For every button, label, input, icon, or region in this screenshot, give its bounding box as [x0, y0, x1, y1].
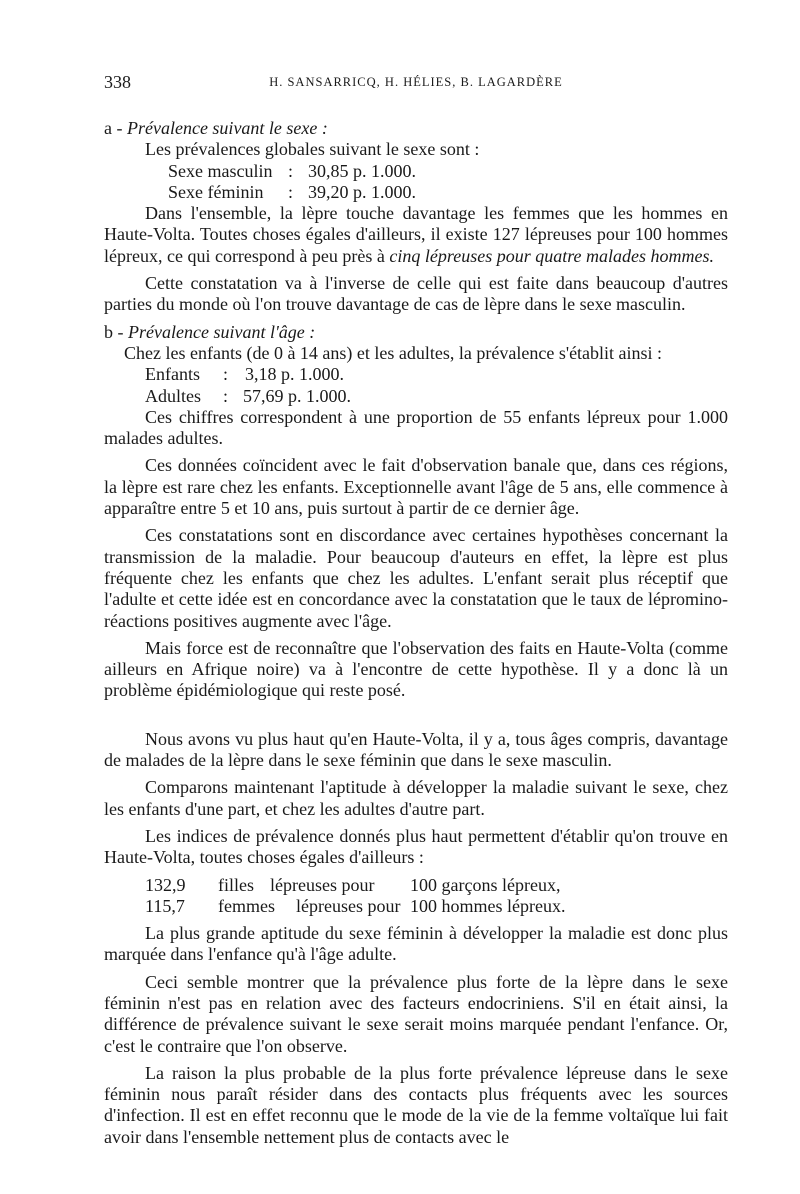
sex-prevalence-list: [104, 161, 728, 204]
section-b-intro: Chez les enfants (de 0 à 14 ans) et les adultes, la prévalence s'établit ainsi :: [124, 342, 663, 363]
ratio-list: [104, 875, 728, 918]
running-title: H. SANSARRICQ, H. HÉLIES, B. LAGARDÈRE: [269, 75, 563, 89]
age-prevalence-list: [104, 364, 728, 407]
paragraph: Nous avons vu plus haut qu'en Haute-Volta, il y a, tous âges compris, davantage de malades de la lèpre dans le sexe féminin que dans le sexe masculin.: [104, 728, 728, 771]
list-item: Enfants : 3,18 p. 1.000.: [145, 364, 344, 385]
section-b-title: Prévalence suivant l'âge :: [128, 321, 316, 342]
list-item: 132,9 filles lépreuses pour 100 garçons lépreux,: [145, 874, 561, 895]
paragraph: Ces chiffres correspondent à une proportion de 55 enfants lépreux pour 1.000 malades adultes.: [104, 406, 728, 449]
paragraph: La plus grande aptitude du sexe féminin à développer la maladie est donc plus marquée dans l'enfance qu'à l'âge adulte.: [104, 923, 728, 965]
page-number: 338: [104, 72, 131, 92]
section-b-label: b -: [104, 321, 128, 342]
paragraph: Ceci semble montrer que la prévalence plus forte de la lèpre dans le sexe féminin n'est pas en relation avec des facteurs endocriniens. S'il en était ainsi, la différence de prévalence suivant le sexe serait moins marquée pendant l'enfance. Or, c'est le contraire que l'on observe.: [104, 971, 728, 1056]
section-a-intro: Les prévalences globales suivant le sexe sont :: [145, 139, 480, 160]
section-a-title: Prévalence suivant le sexe :: [126, 118, 328, 138]
paragraph: Ces constatations sont en discordance avec certaines hypothèses concernant la transmission de la maladie. Pour beaucoup d'auteurs en effet, la lèpre est plus fréquente chez les enfants que chez les adultes. L'enfant serait plus réceptif que l'adulte et cette idée est en concordance avec la constatation que le taux de lépromino-réactions positives augmente avec l'âge.: [104, 525, 728, 631]
section-a-heading: [104, 118, 728, 139]
paragraph: La raison la plus probable de la plus forte prévalence lépreuse dans le sexe féminin nous paraît résider dans des contacts plus fréquents avec les sources d'infection. Il est en effet reconnu que le mode de la vie de la femme voltaïque lui fait avoir dans l'ensemble nettement plus de contacts avec le: [104, 1062, 728, 1147]
paragraph: Comparons maintenant l'aptitude à développer la maladie suivant le sexe, chez les enfants d'une part, et chez les adultes d'autre part.: [104, 777, 728, 819]
paragraph: Ces données coïncident avec le fait d'observation banale que, dans ces régions, la lèpre est rare chez les enfants. Exceptionnelle avant l'âge de 5 ans, elle commence à apparaître entre 5 et 10 ans, puis surtout à partir de ce dernier âge.: [104, 455, 728, 519]
section-b-heading: [104, 322, 728, 343]
paragraph: Dans l'ensemble, la lèpre touche davantage les femmes que les hommes en Haute-Volta. Toutes choses égales d'ailleurs, il existe 127 lépreuses pour 100 hommes lépreux, ce qui correspond à peu près à cinq lépreuses pour quatre malades hommes.: [104, 203, 728, 266]
section-a-label: a -: [104, 118, 127, 138]
list-item: Sexe masculin : 30,85 p. 1.000.: [168, 160, 416, 181]
list-item: 115,7 femmes lépreuses pour 100 hommes lépreux.: [145, 895, 566, 916]
paragraph: Cette constatation va à l'inverse de celle qui est faite dans beaucoup d'autres parties du monde où l'on trouve davantage de cas de lèpre dans le sexe masculin.: [104, 273, 728, 315]
page-body: [104, 118, 728, 1148]
paragraph: Les indices de prévalence donnés plus haut permettent d'établir qu'on trouve en Haute-Volta, toutes choses égales d'ailleurs :: [104, 825, 728, 868]
list-item: Sexe féminin : 39,20 p. 1.000.: [168, 181, 416, 202]
list-item: Adultes : 57,69 p. 1.000.: [145, 385, 351, 406]
paragraph: Mais force est de reconnaître que l'observation des faits en Haute-Volta (comme ailleurs en Afrique noire) va à l'encontre de cette hypothèse. Il y a donc là un problème épidémiologique qui reste posé.: [104, 637, 728, 701]
page-header: [104, 72, 728, 96]
